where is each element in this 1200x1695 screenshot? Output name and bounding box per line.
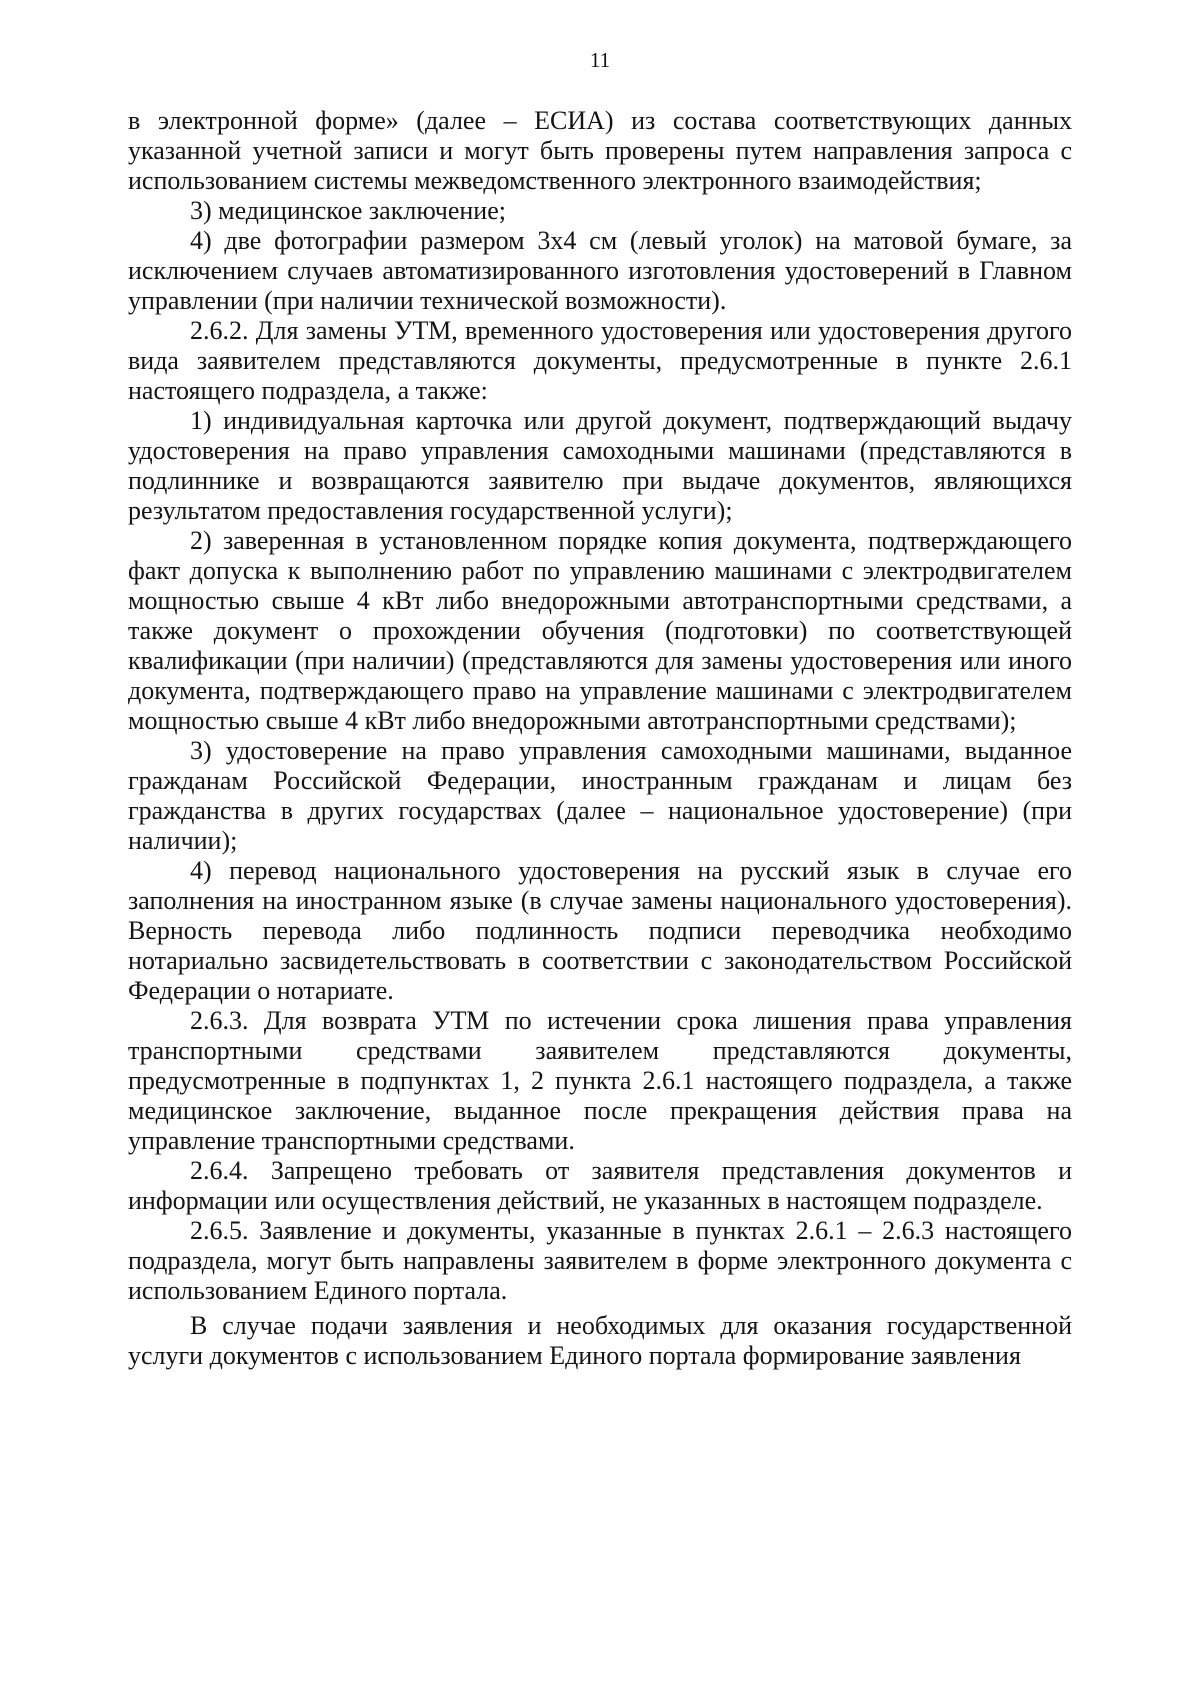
paragraph-item-3-medical: 3) медицинское заключение; — [190, 196, 506, 225]
paragraph-esia-continuation: в электронной форме» (далее – ЕСИА) из состава соответствующих данных указанной учетной записи и могут быть проверены путем направления запроса с использованием системы межведомственного электронного взаимодействия; — [128, 106, 1072, 195]
paragraph-2-6-2-item-1: 1) индивидуальная карточка или другой документ, подтверждающий выдачу удостоверения на право управления самоходными машинами (представляются в подлиннике и возвращаются заявителю при выдаче документов, являющихся результатом предоставления государственной услуги); — [128, 406, 1072, 525]
paragraph-2-6-3: 2.6.3. Для возврата УТМ по истечении срока лишения права управления транспортными средствами заявителем представляются документы, предусмотренные в подпунктах 1, 2 пункта 2.6.1 настоящего подраздела, а также медицинское заключение, выданное после прекращения действия права на управление транспортными средствами. — [128, 1006, 1072, 1155]
paragraph-2-6-2-item-2: 2) заверенная в установленном порядке копия документа, подтверждающего факт допуска к выполнению работ по управлению машинами с электродвигателем мощностью свыше 4 кВт либо внедорожными автотранспортными средствами, а также документ о прохождении обучения (подготовки) по соответствующей квалификации (при наличии) (представляются для замены удостоверения или иного документа, подтверждающего право на управление машинами с электродвигателем мощностью свыше 4 кВт либо внедорожными автотранспортными средствами); — [128, 526, 1072, 735]
page-number: 11 — [589, 48, 611, 72]
paragraph-2-6-2-item-3: 3) удостоверение на право управления самоходными машинами, выданное гражданам Российской Федерации, иностранным гражданам и лицам без гражданства в других государствах (далее – национальное удостоверение) (при наличии); — [128, 736, 1072, 855]
paragraph-item-4-photos: 4) две фотографии размером 3х4 см (левый уголок) на матовой бумаге, за исключением случаев автоматизированного изготовления удостоверений в Главном управлении (при наличии технической возможности). — [128, 226, 1072, 315]
document-body — [128, 106, 1072, 1371]
paragraph-2-6-2-item-4: 4) перевод национального удостоверения на русский язык в случае его заполнения на иностранном языке (в случае замены национального удостоверения). Верность перевода либо подлинность подписи переводчика необходимо нотариально засвидетельствовать в соответствии с законодательством Российской Федерации о нотариате. — [128, 856, 1072, 1005]
paragraph-2-6-5: 2.6.5. Заявление и документы, указанные в пунктах 2.6.1 – 2.6.3 настоящего подраздела, могут быть направлены заявителем в форме электронного документа с использованием Единого портала. — [128, 1216, 1072, 1305]
paragraph-single-portal: В случае подачи заявления и необходимых для оказания государственной услуги документов с использованием Единого портала формирование заявления — [128, 1311, 1072, 1370]
paragraph-2-6-2: 2.6.2. Для замены УТМ, временного удостоверения или удостоверения другого вида заявителем представляются документы, предусмотренные в пункте 2.6.1 настоящего подраздела, а также: — [128, 316, 1072, 405]
paragraph-2-6-4: 2.6.4. Запрещено требовать от заявителя представления документов и информации или осуществления действий, не указанных в настоящем подразделе. — [128, 1156, 1072, 1215]
